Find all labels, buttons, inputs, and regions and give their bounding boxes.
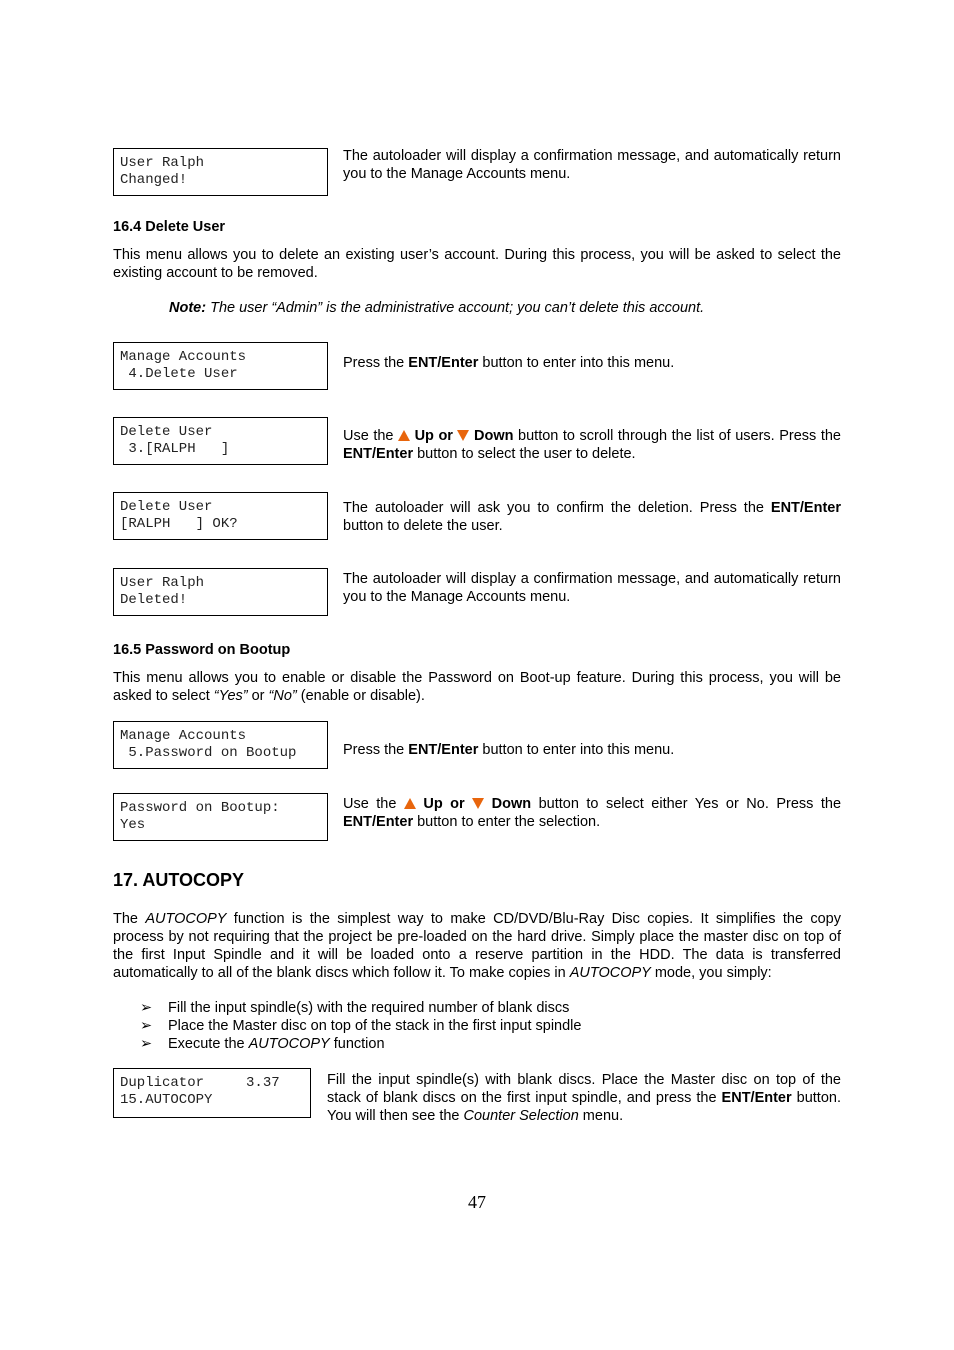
lcd-line: 5.Password on Bootup	[120, 745, 297, 761]
lcd-line: Duplicator 3.37	[120, 1075, 280, 1091]
lcd-line: Deleted!	[120, 592, 188, 608]
section-heading-16-5: 16.5 Password on Bootup	[113, 642, 291, 658]
ent-enter-label: ENT/Enter	[408, 355, 479, 371]
down-label: Down	[484, 796, 532, 812]
lcd-line: Yes	[120, 817, 146, 833]
down-triangle-icon	[457, 430, 469, 441]
list-item	[140, 1017, 581, 1035]
text-run: button to select either Yes or No. Press the	[531, 796, 842, 812]
no-option: “No”	[268, 688, 297, 704]
note-label: Note:	[169, 300, 207, 316]
text-run: button to delete the user.	[343, 518, 503, 534]
text-run: The	[113, 911, 146, 927]
lcd-delete-select	[113, 417, 328, 465]
lcd-duplicator	[113, 1068, 311, 1118]
up-triangle-icon	[398, 430, 410, 441]
enter-menu-text-1	[343, 354, 841, 372]
ent-enter-label: ENT/Enter	[408, 742, 479, 758]
text-run: The autoloader will ask you to confirm the deletion. Press the	[343, 500, 771, 516]
lcd-line: [RALPH ] OK?	[120, 516, 238, 532]
text-run: button to enter into this menu.	[478, 742, 675, 758]
text-run: Use the	[343, 796, 404, 812]
lcd-line: 4.Delete User	[120, 366, 238, 382]
lcd-user-changed	[113, 148, 328, 196]
scroll-users-text	[343, 427, 841, 463]
counter-selection-term: Counter Selection	[463, 1108, 579, 1124]
page-number: 47	[468, 1192, 486, 1212]
text-run: menu.	[578, 1108, 624, 1124]
text-run: Use the	[343, 428, 399, 444]
up-triangle-icon	[404, 798, 416, 809]
text-run: function is the simplest way to make CD/DVD/Blu-Ray Disc copies. It simplifies the copy process by not requiring that the project be pre-loaded on the hard drive. Simply place the master disc on top of the first Input Spindle and it will be loaded onto a reserve partition in the HDD. The data is transferred automatically to all of the blank discs which follow it. To make copies in	[113, 911, 841, 981]
text-run: button to enter the selection.	[413, 814, 601, 830]
confirm-changed-text: The autoloader will display a confirmation message, and automatically return you to the Manage Accounts menu.	[343, 148, 841, 182]
lcd-line: Manage Accounts	[120, 349, 247, 365]
lcd-line: User Ralph	[120, 575, 205, 591]
select-yesno-text	[343, 795, 841, 831]
text-run: button to scroll through the list of users. Press the	[513, 428, 842, 444]
autocopy-steps	[140, 999, 581, 1053]
list-item	[140, 1035, 581, 1053]
autocopy-intro	[113, 910, 841, 982]
fill-spindle-text	[327, 1071, 841, 1125]
text-run: function	[329, 1036, 385, 1052]
enter-menu-text-2	[343, 741, 841, 759]
down-triangle-icon	[472, 798, 484, 809]
text-run: button. You will then see the	[327, 1090, 841, 1124]
text-run: This menu allows you to enable or disable the Password on Boot-up feature. During this process, you will be asked to select	[113, 670, 841, 704]
lcd-manage-delete	[113, 342, 328, 390]
lcd-line: 15.AUTOCOPY	[120, 1092, 213, 1108]
text-run: Fill the input spindle(s) with blank discs. Place the Master disc on top of the stack of blank discs on the first input spindle, and press the	[327, 1072, 841, 1106]
ent-enter-label: ENT/Enter	[343, 814, 414, 830]
arrowhead-bullet-icon: ➢	[140, 1018, 153, 1034]
list-item	[140, 999, 581, 1017]
section-heading-16-4: 16.4 Delete User	[113, 219, 226, 235]
autocopy-term: AUTOCOPY	[145, 911, 227, 927]
text-run: button to select the user to delete.	[413, 446, 636, 462]
down-label: Down	[469, 428, 514, 444]
lcd-user-deleted	[113, 568, 328, 616]
text-run: button to enter into this menu.	[478, 355, 675, 371]
lcd-line: Changed!	[120, 172, 188, 188]
confirm-delete-text	[343, 499, 841, 535]
ent-enter-label: ENT/Enter	[721, 1090, 792, 1106]
text-run: Fill the input spindle(s) with the required number of blank discs	[168, 1000, 570, 1016]
ent-enter-label: ENT/Enter	[770, 500, 841, 516]
up-or-label: Up or	[415, 796, 473, 812]
text-run: Execute the	[168, 1036, 249, 1052]
password-intro	[113, 669, 841, 705]
lcd-manage-password	[113, 721, 328, 769]
lcd-line: Delete User	[120, 424, 213, 440]
note	[169, 300, 704, 316]
text-run: Press the	[343, 742, 409, 758]
up-or-label: Up or	[410, 428, 458, 444]
lcd-password-bootup	[113, 793, 328, 841]
ent-enter-label: ENT/Enter	[343, 446, 414, 462]
lcd-delete-confirm	[113, 492, 328, 540]
text-run: Place the Master disc on top of the stack in the first input spindle	[168, 1018, 582, 1034]
text-run: Press the	[343, 355, 409, 371]
autocopy-term: AUTOCOPY	[569, 965, 651, 981]
note-text: The user “Admin” is the administrative account; you can’t delete this account.	[206, 300, 705, 316]
arrowhead-bullet-icon: ➢	[140, 1036, 153, 1052]
yes-option: “Yes”	[213, 688, 248, 704]
section-heading-17: 17. AUTOCOPY	[113, 870, 245, 890]
lcd-line: 3.[RALPH ]	[120, 441, 230, 457]
confirm-deleted-text: The autoloader will display a confirmation message, and automatically return you to the Manage Accounts menu.	[343, 571, 841, 605]
lcd-line: Delete User	[120, 499, 213, 515]
lcd-line: Password on Bootup:	[120, 800, 280, 816]
autocopy-term: AUTOCOPY	[248, 1036, 330, 1052]
lcd-line: User Ralph	[120, 155, 205, 171]
text-run: (enable or disable).	[296, 688, 425, 704]
text-run: or	[247, 688, 269, 704]
delete-intro: This menu allows you to delete an existing user’s account. During this process, you will be asked to select the existing account to be removed.	[113, 247, 841, 281]
lcd-line: Manage Accounts	[120, 728, 247, 744]
text-run: mode, you simply:	[650, 965, 772, 981]
arrowhead-bullet-icon: ➢	[140, 1000, 153, 1016]
